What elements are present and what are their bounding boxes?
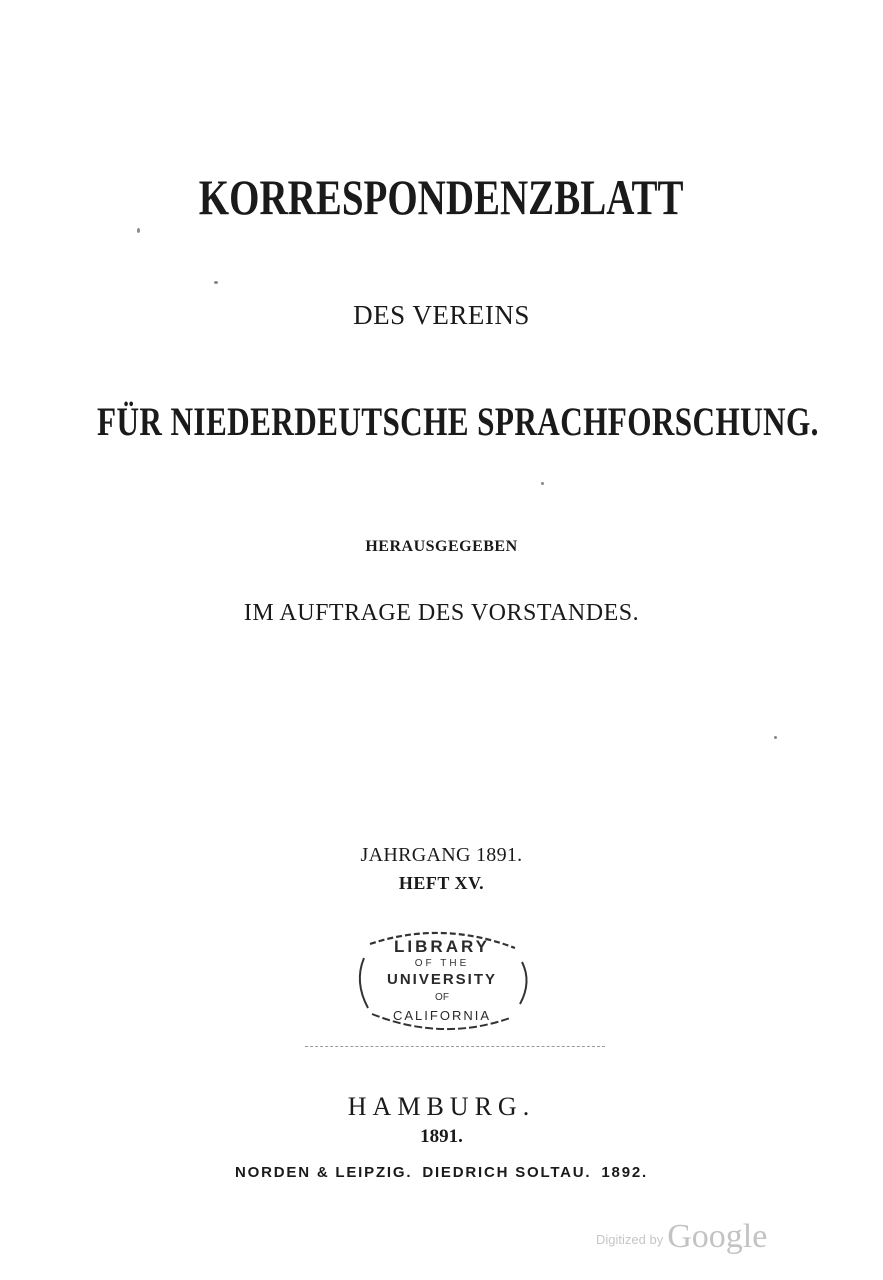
society-name: FÜR NIEDERDEUTSCHE SPRACHFORSCHUNG. <box>97 399 819 444</box>
stamp-text-library: LIBRARY <box>394 937 490 956</box>
commission-line: IM AUFTRAGE DES VORSTANDES. <box>243 600 640 626</box>
edited-label: HERAUSGEGEBEN <box>365 538 518 555</box>
publisher-line <box>0 1164 883 1181</box>
publisher-cities: NORDEN & LEIPZIG. <box>235 1164 413 1181</box>
scan-speck <box>774 736 777 739</box>
issue-label: HEFT XV. <box>398 873 485 893</box>
divider-rule <box>305 1046 605 1047</box>
place-of-publication: HAMBURG. <box>347 1092 536 1121</box>
scan-speck <box>214 281 218 284</box>
scan-speck <box>541 482 544 485</box>
google-watermark <box>596 1218 767 1256</box>
publisher-name: DIEDRICH SOLTAU. <box>422 1164 592 1181</box>
publisher-year: 1892. <box>601 1164 648 1181</box>
watermark-prefix: Digitized by <box>596 1232 664 1247</box>
volume-label: JAHRGANG 1891. <box>360 844 523 866</box>
google-logo: Google <box>667 1218 768 1255</box>
page-title: KORRESPONDENZBLATT <box>198 169 684 225</box>
stamp-text-of-the: OF THE <box>414 958 470 969</box>
stamp-text-california: CALIFORNIA <box>392 1008 492 1023</box>
stamp-text-of: OF <box>435 992 449 1003</box>
publication-year: 1891. <box>420 1126 463 1147</box>
subtitle-des-vereins: DES VEREINS <box>353 300 530 330</box>
library-stamp <box>350 922 535 1037</box>
scan-speck <box>137 228 140 233</box>
library-stamp-seal <box>350 922 535 1037</box>
stamp-text-university: UNIVERSITY <box>386 971 498 988</box>
